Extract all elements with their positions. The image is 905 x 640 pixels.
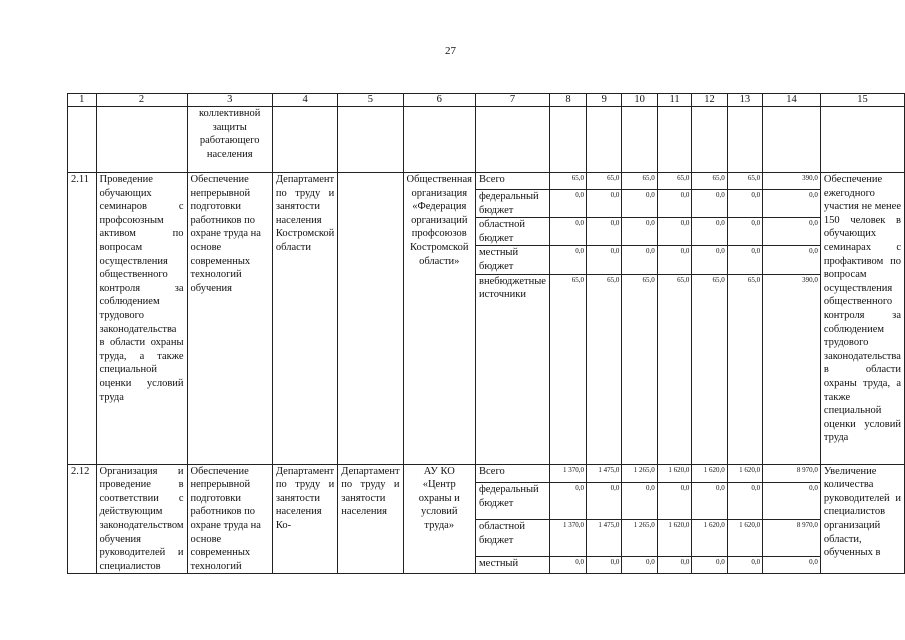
column-number: 15 [820, 94, 904, 107]
executor: Департамент по труду и занятости населения Ко- [272, 464, 337, 574]
funding-value: 0,0 [622, 190, 657, 218]
funding-value: 1 620,0 [692, 520, 727, 557]
row-number: 2.12 [68, 464, 97, 574]
column-number: 9 [587, 94, 622, 107]
funding-value: 0,0 [692, 190, 727, 218]
empty-cell [763, 107, 821, 173]
funding-value: 0,0 [657, 190, 692, 218]
funding-value: 1 265,0 [622, 520, 657, 557]
funding-value: 0,0 [763, 483, 821, 520]
funding-source: местный [476, 556, 550, 574]
funding-source: внебюджетные источники [476, 274, 550, 464]
measure-cell: коллективной защиты работающего населения [187, 107, 272, 173]
funding-value: 0,0 [622, 556, 657, 574]
funding-value: 65,0 [622, 173, 657, 190]
expected-result: Увеличение количества руководителей и специалистов организаций области, обученных в [820, 464, 904, 574]
funding-value: 0,0 [587, 246, 622, 274]
row-number: 2.11 [68, 173, 97, 465]
expected-result: Обеспечение ежегодного участия не менее 150 человек в обучающих семинарах с профактивом по вопросам осуществления общественного контроля за соблюдением трудового законодательства в области охраны труда, а также специальной оценки условий труда [820, 173, 904, 465]
program-table [67, 93, 905, 574]
funding-value: 65,0 [727, 274, 762, 464]
funding-value: 8 970,0 [763, 520, 821, 557]
funding-value: 0,0 [657, 556, 692, 574]
funding-value: 0,0 [657, 246, 692, 274]
funding-value: 0,0 [692, 556, 727, 574]
funding-value: 0,0 [692, 483, 727, 520]
funding-source: областной бюджет [476, 218, 550, 246]
table-row [68, 173, 905, 190]
funding-value: 0,0 [763, 556, 821, 574]
funding-value: 0,0 [549, 190, 586, 218]
empty-cell [692, 107, 727, 173]
funding-value: 1 620,0 [657, 464, 692, 483]
page-number: 27 [445, 45, 456, 57]
funding-value: 0,0 [549, 218, 586, 246]
empty-cell [338, 107, 403, 173]
column-number: 6 [403, 94, 475, 107]
funding-value: 1 620,0 [657, 520, 692, 557]
funding-value: 8 970,0 [763, 464, 821, 483]
empty-cell [820, 107, 904, 173]
funding-value: 0,0 [622, 246, 657, 274]
funding-value: 390,0 [763, 173, 821, 190]
funding-value: 0,0 [587, 190, 622, 218]
funding-value: 0,0 [727, 218, 762, 246]
funding-source: Всего [476, 464, 550, 483]
funding-value: 0,0 [657, 483, 692, 520]
participant: Общественная организация «Федерация организаций профсоюзов Костромской области» [403, 173, 475, 465]
column-number: 8 [549, 94, 586, 107]
funding-source: Всего [476, 173, 550, 190]
funding-value: 1 620,0 [727, 520, 762, 557]
funding-value: 0,0 [727, 246, 762, 274]
funding-source: федеральный бюджет [476, 190, 550, 218]
funding-value: 0,0 [692, 218, 727, 246]
funding-value: 65,0 [587, 173, 622, 190]
column-number: 7 [476, 94, 550, 107]
column-number: 13 [727, 94, 762, 107]
funding-value: 0,0 [727, 556, 762, 574]
empty-cell [587, 107, 622, 173]
event-name: Проведение обучающих семинаров с профсоюзным активом по вопросам осуществления общественного контроля за соблюдением трудового законодательства в области охраны труда, а также специальной оценки условий труда [96, 173, 187, 465]
column-number: 12 [692, 94, 727, 107]
funding-value: 0,0 [727, 190, 762, 218]
header-row [68, 94, 905, 107]
empty-cell [68, 107, 97, 173]
empty-cell [476, 107, 550, 173]
funding-value: 1 265,0 [622, 464, 657, 483]
funding-value: 1 620,0 [692, 464, 727, 483]
funding-value: 0,0 [763, 218, 821, 246]
empty-cell [403, 107, 475, 173]
funding-value: 65,0 [692, 173, 727, 190]
funding-value: 0,0 [549, 246, 586, 274]
funding-value: 65,0 [727, 173, 762, 190]
event-name: Организация и проведение в соответствии с действующим законодательством обучения руководителей и специалистов [96, 464, 187, 574]
participant: АУ КО «Центр охраны и условий труда» [403, 464, 475, 574]
funding-source: областной бюджет [476, 520, 550, 557]
funding-value: 0,0 [657, 218, 692, 246]
funding-source: федеральный бюджет [476, 483, 550, 520]
funding-value: 65,0 [549, 173, 586, 190]
funding-value: 65,0 [657, 274, 692, 464]
funding-value: 1 475,0 [587, 520, 622, 557]
funding-value: 0,0 [587, 218, 622, 246]
funding-value: 0,0 [692, 246, 727, 274]
column-number: 1 [68, 94, 97, 107]
column-number: 3 [187, 94, 272, 107]
empty-cell [272, 107, 337, 173]
funding-value: 0,0 [549, 556, 586, 574]
column-number: 10 [622, 94, 657, 107]
measure-text: Обеспечение непрерывной подготовки работников по охране труда на основе современных технологий [187, 464, 272, 574]
funding-value: 1 620,0 [727, 464, 762, 483]
coexecutor [338, 173, 403, 465]
funding-value: 0,0 [587, 556, 622, 574]
funding-value: 0,0 [622, 218, 657, 246]
coexecutor: Департамент по труду и занятости населения [338, 464, 403, 574]
funding-value: 0,0 [587, 483, 622, 520]
funding-value: 65,0 [692, 274, 727, 464]
empty-cell [96, 107, 187, 173]
table-row [68, 464, 905, 483]
empty-cell [727, 107, 762, 173]
empty-cell [657, 107, 692, 173]
funding-value: 0,0 [763, 246, 821, 274]
funding-value: 0,0 [622, 483, 657, 520]
funding-value: 1 370,0 [549, 464, 586, 483]
column-number: 5 [338, 94, 403, 107]
funding-value: 65,0 [622, 274, 657, 464]
column-number: 2 [96, 94, 187, 107]
column-number: 14 [763, 94, 821, 107]
continuation-row [68, 107, 905, 173]
funding-value: 0,0 [763, 190, 821, 218]
empty-cell [622, 107, 657, 173]
funding-value: 65,0 [657, 173, 692, 190]
column-number: 4 [272, 94, 337, 107]
funding-value: 1 370,0 [549, 520, 586, 557]
empty-cell [549, 107, 586, 173]
funding-value: 390,0 [763, 274, 821, 464]
measure-text: Обеспечение непрерывной подготовки работников по охране труда на основе современных технологий обучения [187, 173, 272, 465]
funding-value: 0,0 [727, 483, 762, 520]
column-number: 11 [657, 94, 692, 107]
funding-source: местный бюджет [476, 246, 550, 274]
funding-value: 1 475,0 [587, 464, 622, 483]
executor: Департамент по труду и занятости населения Костромской области [272, 173, 337, 465]
funding-value: 0,0 [549, 483, 586, 520]
funding-value: 65,0 [549, 274, 586, 464]
funding-value: 65,0 [587, 274, 622, 464]
